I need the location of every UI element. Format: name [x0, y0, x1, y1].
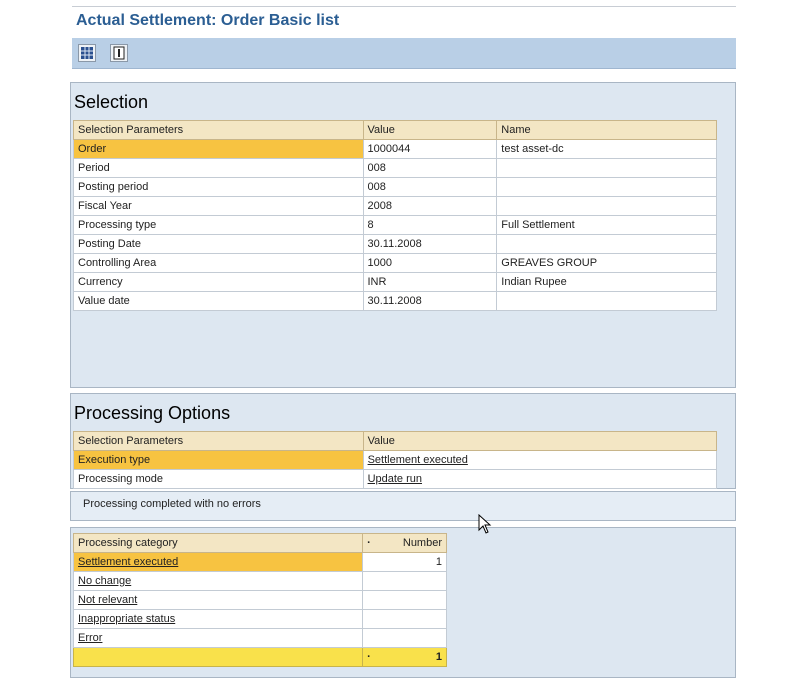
col-processing-category[interactable]: Processing category: [74, 534, 363, 553]
number-header-label: Number: [402, 537, 442, 549]
name-cell[interactable]: GREAVES GROUP: [497, 254, 717, 273]
name-cell[interactable]: Indian Rupee: [497, 273, 717, 292]
number-cell[interactable]: [363, 629, 447, 648]
table-row[interactable]: [74, 572, 447, 591]
processing-category-panel: [70, 527, 736, 678]
table-row[interactable]: [74, 553, 447, 572]
param-cell[interactable]: Posting period: [74, 178, 364, 197]
mouse-cursor-icon: [478, 514, 494, 536]
col-value[interactable]: Value: [363, 432, 716, 451]
table-row[interactable]: [74, 197, 717, 216]
table-row[interactable]: [74, 235, 717, 254]
col-selection-parameters[interactable]: Selection Parameters: [74, 121, 364, 140]
total-label-cell: [74, 648, 363, 667]
top-divider: [72, 6, 736, 7]
value-cell[interactable]: 8: [363, 216, 497, 235]
col-value[interactable]: Value: [363, 121, 497, 140]
table-row[interactable]: [74, 292, 717, 311]
processing-category-table: [73, 533, 447, 667]
category-link[interactable]: No change: [74, 572, 363, 591]
toolbar: [72, 38, 736, 69]
status-message-bar: [70, 491, 736, 521]
param-cell[interactable]: Order: [74, 140, 364, 159]
number-cell[interactable]: [363, 572, 447, 591]
col-number[interactable]: [363, 534, 447, 553]
value-cell[interactable]: 008: [363, 178, 497, 197]
value-cell[interactable]: 30.11.2008: [363, 292, 497, 311]
category-link[interactable]: Error: [74, 629, 363, 648]
param-cell[interactable]: Fiscal Year: [74, 197, 364, 216]
param-cell[interactable]: Value date: [74, 292, 364, 311]
table-row[interactable]: [74, 178, 717, 197]
value-cell[interactable]: 2008: [363, 197, 497, 216]
param-cell[interactable]: Processing mode: [74, 470, 364, 489]
name-cell[interactable]: [497, 235, 717, 254]
name-cell[interactable]: [497, 178, 717, 197]
category-link[interactable]: Settlement executed: [74, 553, 363, 572]
total-cell[interactable]: [363, 648, 447, 667]
number-cell[interactable]: [363, 610, 447, 629]
table-row[interactable]: [74, 140, 717, 159]
layout-grid-icon: [79, 45, 95, 61]
table-row[interactable]: [74, 273, 717, 292]
table-row[interactable]: [74, 451, 717, 470]
table-row[interactable]: [74, 591, 447, 610]
selection-panel: [70, 82, 736, 388]
processing-options-table: [73, 431, 717, 489]
processing-options-panel: [70, 393, 736, 489]
selection-heading: Selection: [74, 92, 149, 112]
name-cell[interactable]: [497, 197, 717, 216]
processing-options-heading: Processing Options: [74, 403, 231, 423]
col-selection-parameters[interactable]: Selection Parameters: [74, 432, 364, 451]
status-message: Processing completed with no errors: [83, 498, 261, 510]
total-marker: ·: [367, 651, 371, 663]
param-cell[interactable]: Posting Date: [74, 235, 364, 254]
details-icon: [111, 45, 127, 61]
details-button[interactable]: [110, 44, 128, 62]
name-cell[interactable]: Full Settlement: [497, 216, 717, 235]
page-title: Actual Settlement: Order Basic list: [76, 12, 340, 29]
param-cell[interactable]: Processing type: [74, 216, 364, 235]
table-row[interactable]: [74, 629, 447, 648]
total-number: 1: [435, 651, 442, 663]
value-cell[interactable]: 1000: [363, 254, 497, 273]
name-cell[interactable]: [497, 292, 717, 311]
param-cell[interactable]: Execution type: [74, 451, 364, 470]
selection-table: [73, 120, 717, 311]
table-row[interactable]: [74, 470, 717, 489]
value-cell[interactable]: 30.11.2008: [363, 235, 497, 254]
param-cell[interactable]: Period: [74, 159, 364, 178]
category-link[interactable]: Inappropriate status: [74, 610, 363, 629]
value-cell[interactable]: 008: [363, 159, 497, 178]
total-row[interactable]: [74, 648, 447, 667]
name-cell[interactable]: test asset-dc: [497, 140, 717, 159]
table-row[interactable]: [74, 159, 717, 178]
table-row[interactable]: [74, 254, 717, 273]
category-link[interactable]: Not relevant: [74, 591, 363, 610]
name-cell[interactable]: [497, 159, 717, 178]
number-cell[interactable]: 1: [363, 553, 447, 572]
processing-mode-link[interactable]: Update run: [363, 470, 716, 489]
value-cell[interactable]: INR: [363, 273, 497, 292]
number-cell[interactable]: [363, 591, 447, 610]
table-row[interactable]: [74, 610, 447, 629]
param-cell[interactable]: Currency: [74, 273, 364, 292]
col-name[interactable]: Name: [497, 121, 717, 140]
sum-marker: ·: [367, 537, 371, 549]
layout-grid-button[interactable]: [78, 44, 96, 62]
execution-type-link[interactable]: Settlement executed: [363, 451, 716, 470]
value-cell[interactable]: 1000044: [363, 140, 497, 159]
param-cell[interactable]: Controlling Area: [74, 254, 364, 273]
table-row[interactable]: [74, 216, 717, 235]
